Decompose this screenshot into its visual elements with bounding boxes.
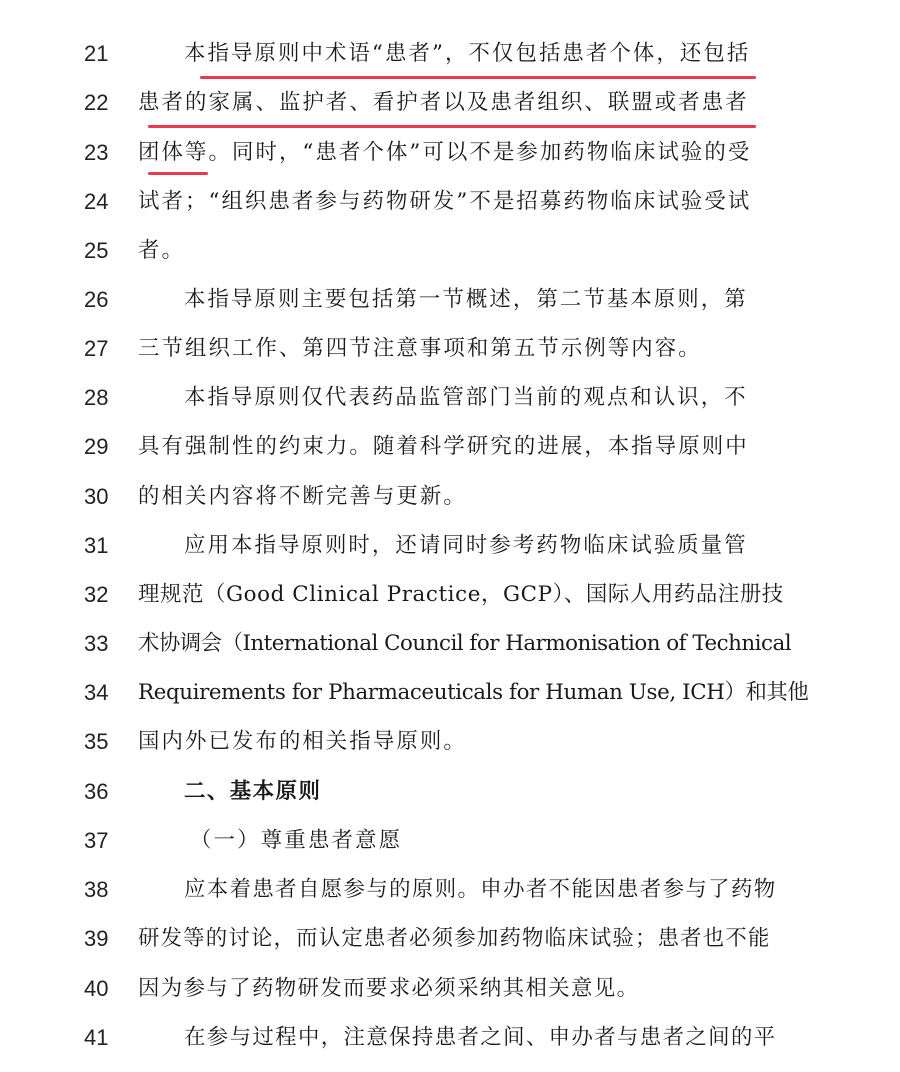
line-number: 33 (84, 631, 109, 656)
text-line (0, 924, 900, 973)
paragraph-text: 团体等。同时，“患者个体”可以不是参加药物临床试验的受 (138, 140, 752, 165)
line-number: 37 (84, 828, 109, 853)
paragraph-text: 理规范（Good Clinical Practice，GCP）、国际人用药品注册技 (138, 582, 784, 607)
line-number: 24 (84, 189, 109, 214)
highlight-underline (200, 76, 756, 79)
text-line (0, 531, 900, 580)
line-number: 27 (84, 336, 109, 361)
line-number: 21 (84, 41, 109, 66)
line-number: 40 (84, 976, 109, 1001)
line-number: 32 (84, 582, 109, 607)
text-line (0, 187, 900, 236)
text-line (0, 678, 900, 727)
line-number: 35 (84, 729, 109, 754)
line-number: 26 (84, 287, 109, 312)
text-line (0, 285, 900, 334)
text-line (0, 39, 900, 88)
paragraph-text: 者。 (138, 238, 185, 263)
line-number: 38 (84, 877, 109, 902)
line-number: 39 (84, 926, 109, 951)
text-line (0, 432, 900, 481)
text-line (0, 88, 900, 137)
text-line (0, 482, 900, 531)
paragraph-text: 应用本指导原则时，还请同时参考药物临床试验质量管 (184, 533, 748, 558)
line-number: 28 (84, 385, 109, 410)
line-number: 34 (84, 680, 109, 705)
text-line (0, 580, 900, 629)
paragraph-text: 在参与过程中，注意保持患者之间、申办者与患者之间的平 (184, 1025, 777, 1050)
paragraph-text: 因为参与了药物研发而要求必须采纳其相关意见。 (138, 976, 640, 1001)
line-number: 30 (84, 484, 109, 509)
paragraph-text: 研发等的讨论，而认定患者必须参加药物临床试验；患者也不能 (138, 926, 771, 951)
paragraph-text: 术协调会（International Council for Harmonisation of Technical (138, 631, 792, 656)
paragraph-text: 本指导原则中术语“患者”，不仅包括患者个体，还包括 (184, 41, 751, 66)
line-number: 22 (84, 90, 109, 115)
line-number: 25 (84, 238, 109, 263)
line-number: 23 (84, 140, 109, 165)
paragraph-text: 试者；“组织患者参与药物研发”不是招募药物临床试验受试 (138, 189, 752, 214)
text-line (0, 383, 900, 432)
text-line (0, 334, 900, 383)
paragraph-text: 三节组织工作、第四节注意事项和第五节示例等内容。 (138, 336, 702, 361)
paragraph-text: 应本着患者自愿参与的原则。申办者不能因患者参与了药物 (184, 877, 777, 902)
subsection-heading: （一）尊重患者意愿 (190, 828, 403, 853)
highlight-underline (148, 172, 208, 175)
text-line (0, 826, 900, 875)
text-line (0, 236, 900, 285)
paragraph-text: 的相关内容将不断完善与更新。 (138, 484, 467, 509)
text-line (0, 777, 900, 826)
paragraph-text: 本指导原则仅代表药品监管部门当前的观点和认识，不 (184, 385, 748, 410)
highlight-underline (148, 125, 756, 128)
text-line (0, 875, 900, 924)
line-number: 41 (84, 1025, 109, 1050)
line-number: 31 (84, 533, 109, 558)
text-line (0, 727, 900, 776)
paragraph-text: 本指导原则主要包括第一节概述，第二节基本原则，第 (184, 287, 748, 312)
paragraph-text: 国内外已发布的相关指导原则。 (138, 729, 467, 754)
text-line (0, 974, 900, 1023)
paragraph-text: 患者的家属、监护者、看护者以及患者组织、联盟或者患者 (138, 90, 749, 115)
section-heading: 二、基本原则 (184, 779, 322, 804)
paragraph-text: 具有强制性的约束力。随着科学研究的进展，本指导原则中 (138, 434, 749, 459)
text-line (0, 629, 900, 678)
text-line (0, 138, 900, 187)
paragraph-text: Requirements for Pharmaceuticals for Human Use, ICH）和其他 (138, 680, 809, 705)
line-number: 29 (84, 434, 109, 459)
line-number: 36 (84, 779, 109, 804)
